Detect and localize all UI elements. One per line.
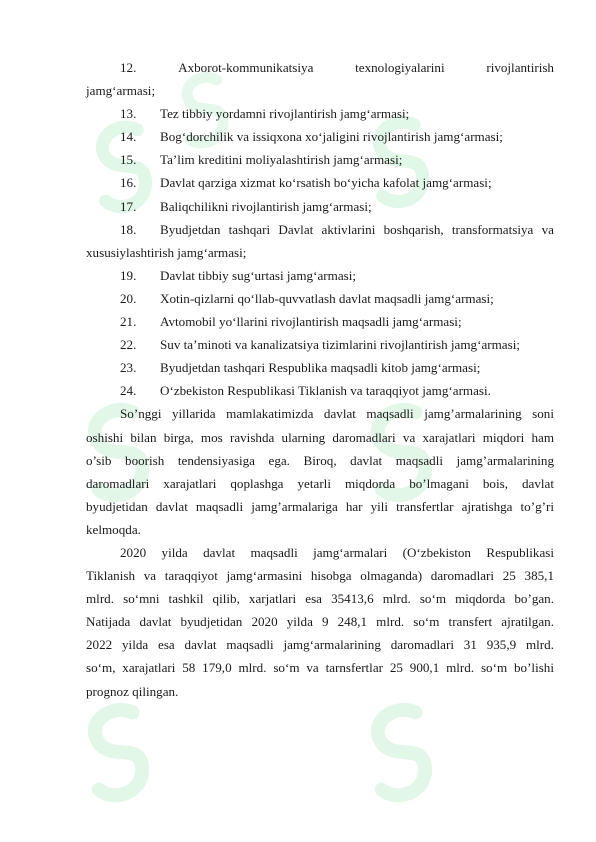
list-number: 13.: [120, 106, 137, 122]
list-number: 17.: [120, 198, 137, 214]
list-item-13: [86, 102, 554, 125]
document-body: [86, 56, 554, 703]
list-item-16: [86, 171, 554, 194]
list-number: 15.: [120, 152, 137, 168]
list-item-15: [86, 148, 554, 171]
paragraph-2-line: 2020 yilda davlat maqsadli jamg‘armalari (O‘zbekiston Respublikasi: [120, 544, 554, 560]
list-item-18: [86, 218, 554, 241]
list-text: Bog‘dorchilik va issiqxona xo‘jaligini rivojlantirish jamg‘armasi;: [160, 129, 503, 145]
list-item-12: [86, 56, 554, 79]
list-text-word: Axborot-kommunikatsiya: [178, 60, 314, 75]
list-text: O‘zbekiston Respublikasi Tiklanish va taraqqiyot jamg‘armasi.: [160, 383, 491, 399]
list-number: 20.: [120, 290, 137, 306]
paragraph-1-line: o’sib boorish tendensiyasiga ega. Biroq, davlat maqsadli jamg’armalarining: [86, 452, 554, 468]
paragraph-1-line: oshishi bilan birga, mos ravishda ularning daromadlari va xarajatlari miqdori ham: [86, 429, 554, 445]
list-item-24: [86, 379, 554, 402]
paragraph-2-line: prognoz qilingan.: [86, 683, 179, 699]
list-number: 18.: [120, 221, 137, 237]
list-item-14: [86, 125, 554, 148]
list-item-23: [86, 356, 554, 379]
paragraph-1-line: kelmoqda.: [86, 521, 141, 537]
list-item-22: [86, 333, 554, 356]
list-text-word: rivojlantirish: [486, 60, 554, 75]
list-text: Xotin-qizlarni qo‘llab-quvvatlash davlat maqsadli jamg‘armasi;: [160, 290, 494, 306]
list-number: 14.: [120, 129, 137, 145]
list-number: 24.: [120, 383, 137, 399]
list-text: Davlat tibbiy sug‘urtasi jamg‘armasi;: [160, 267, 356, 283]
list-item-18-continuation: xususiylashtirish jamg‘armasi;: [86, 244, 247, 260]
list-number: 19.: [120, 267, 137, 283]
paragraph-2-line: 2022 yilda esa davlat maqsadli jamg‘armalarining daromadlari 31 935,9 mlrd.: [86, 637, 554, 653]
paragraph-1-line: byudjetidan davlat maqsadli jamg’armalariga har yili transfertlar ajratishga to’g’ri: [86, 498, 554, 514]
list-number: 23.: [120, 360, 137, 376]
list-number: 22.: [120, 337, 137, 353]
paragraph-2-line: mlrd. so‘mni tashkil qilib, xarjatlari esa 35413,6 mlrd. so‘m miqdorda bo’gan.: [86, 591, 554, 607]
list-text: Tez tibbiy yordamni rivojlantirish jamg‘armasi;: [160, 106, 410, 122]
list-item-19: [86, 264, 554, 287]
paragraph-2-line: so‘m, xarajatlari 58 179,0 mlrd. so‘m va tarnsfertlar 25 900,1 mlrd. so‘m bo’lishi: [86, 660, 554, 676]
paragraph-1-line: So’nggi yillarida mamlakatimizda davlat maqsadli jamg’armalarining soni: [120, 406, 554, 422]
paragraph-2-line: Tiklanish va taraqqiyot jamg‘armasini hisobga olmaganda) daromadlari 25 385,1: [86, 568, 554, 584]
list-item-17: [86, 195, 554, 218]
list-item-21: [86, 310, 554, 333]
paragraph-2-line: Natijada davlat byudjetidan 2020 yilda 9 248,1 mlrd. so‘m transfert ajratilgan.: [86, 614, 554, 630]
list-text-word: texnologiyalarini: [355, 60, 445, 75]
list-number: 12.: [120, 60, 137, 75]
list-item-12-continuation: jamg‘armasi;: [86, 83, 156, 99]
list-text: Byudjetdan tashqari Respublika maqsadli kitob jamg‘armasi;: [160, 360, 481, 376]
list-text: Avtomobil yo‘llarini rivojlantirish maqsadli jamg‘armasi;: [160, 314, 462, 330]
list-item-20: [86, 287, 554, 310]
list-text: Byudjetdan tashqari Davlat aktivlarini boshqarish, transformatsiya va: [160, 221, 554, 237]
list-text: Suv ta’minoti va kanalizatsiya tizimlarini rivojlantirish jamg‘armasi;: [160, 337, 520, 353]
list-text: Davlat qarziga xizmat ko‘rsatish bo‘yicha kafolat jamg‘armasi;: [160, 175, 492, 191]
list-text: Ta’lim kreditini moliyalashtirish jamg‘armasi;: [160, 152, 403, 168]
list-number: 21.: [120, 314, 137, 330]
list-text: Baliqchilikni rivojlantirish jamg‘armasi;: [160, 198, 372, 214]
paragraph-1-line: daromadlari xarajatlari qoplashga yetarli miqdorda bo’lmagani bois, davlat: [86, 475, 554, 491]
list-number: 16.: [120, 175, 137, 191]
